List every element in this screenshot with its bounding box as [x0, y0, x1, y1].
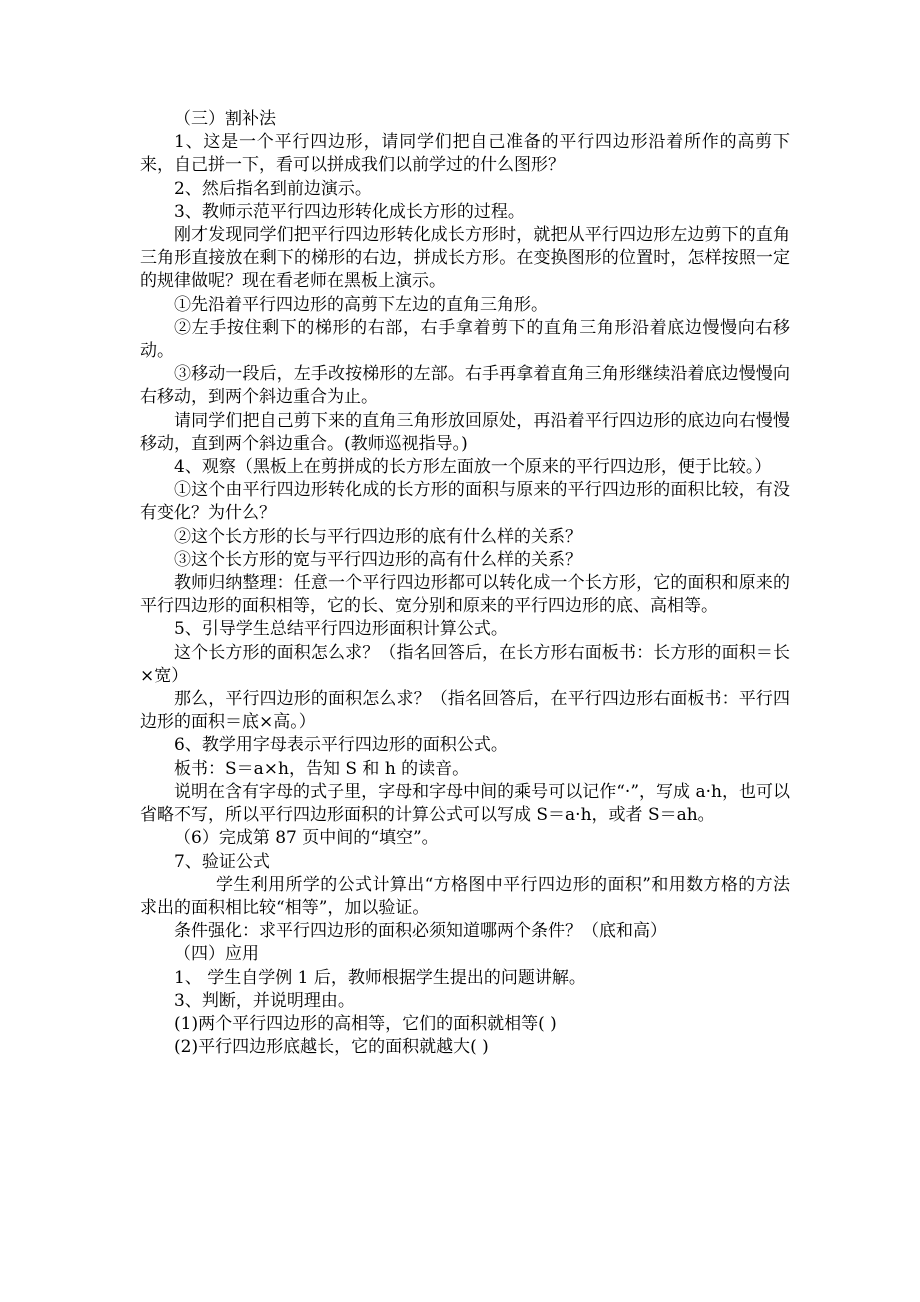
paragraph: ①先沿着平行四边形的高剪下左边的直角三角形。 — [174, 294, 548, 315]
paragraph: 这个长方形的面积怎么求？（指名回答后，在长方形右面板书：长方形的面积＝长×宽） — [140, 642, 790, 686]
paragraph: 刚才发现同学们把平行四边形转化成长方形时，就把从平行四边形左边剪下的直角三角形直接放在剩下的梯形的右边，拼成长方形。在变换图形的位置时，怎样按照一定的规律做呢？现在看老师在黑板上演示。 — [140, 225, 790, 292]
paragraph: 教师归纳整理：任意一个平行四边形都可以转化成一个长方形，它的面积和原来的平行四边形的面积相等，它的长、宽分别和原来的平行四边形的底、高相等。 — [140, 573, 790, 617]
section-heading-application: （四）应用 — [174, 944, 259, 965]
paragraph: 5、引导学生总结平行四边形面积计算公式。 — [174, 619, 508, 640]
paragraph: 3、判断，并说明理由。 — [174, 990, 355, 1011]
paragraph: 7、验证公式 — [174, 851, 270, 872]
paragraph: ②这个长方形的长与平行四边形的底有什么样的关系？ — [174, 526, 582, 547]
paragraph: 请同学们把自己剪下来的直角三角形放回原处，再沿着平行四边形的底边向右慢慢移动，直到两个斜边重合。(教师巡视指导。) — [140, 410, 790, 454]
judgement-item: (2)平行四边形底越长，它的面积就越大( ) — [174, 1037, 489, 1058]
paragraph: 那么，平行四边形的面积怎么求？（指名回答后，在平行四边形右面板书：平行四边形的面积＝底×高。） — [140, 689, 790, 733]
paragraph: 板书：S＝a×h，告知 S 和 h 的读音。 — [174, 758, 470, 779]
paragraph: 学生利用所学的公式计算出“方格图中平行四边形的面积”和用数方格的方法求出的面积相比较“相等”，加以验证。 — [140, 874, 790, 918]
paragraph: ②左手按住剩下的梯形的右部，右手拿着剪下的直角三角形沿着底边慢慢向右移动。 — [140, 317, 790, 362]
paragraph: 条件强化：求平行四边形的面积必须知道哪两个条件？（底和高） — [174, 921, 667, 942]
paragraph: ③这个长方形的宽与平行四边形的高有什么样的关系？ — [174, 549, 582, 570]
document-body — [140, 108, 790, 1059]
paragraph: ①这个由平行四边形转化成的长方形的面积与原来的平行四边形的面积比较，有没有变化？为什么？ — [140, 480, 790, 524]
section-heading-cutting: （三）割补法 — [174, 109, 276, 129]
paragraph: 3、教师示范平行四边形转化成长方形的过程。 — [174, 201, 525, 222]
paragraph: 说明在含有字母的式子里，字母和字母中间的乘号可以记作“·”，写成 a·h，也可以省略不写，所以平行四边形面积的计算公式可以写成 S＝a·h，或者 S＝ah。 — [140, 781, 790, 826]
paragraph: 1、 学生自学例 1 后，教师根据学生提出的问题讲解。 — [174, 967, 586, 988]
paragraph: 2、然后指名到前边演示。 — [174, 178, 372, 199]
paragraph: （6）完成第 87 页中间的“填空”。 — [174, 828, 439, 849]
paragraph: 6、教学用字母表示平行四边形的面积公式。 — [174, 735, 508, 756]
paragraph: ③移动一段后，左手改按梯形的左部。右手再拿着直角三角形继续沿着底边慢慢向右移动，到两个斜边重合为止。 — [140, 364, 790, 408]
paragraph: 4、观察（黑板上在剪拼成的长方形左面放一个原来的平行四边形，便于比较。） — [174, 457, 772, 478]
paragraph: 1、这是一个平行四边形，请同学们把自己准备的平行四边形沿着所作的高剪下来，自己拼一下，看可以拼成我们以前学过的什么图形？ — [140, 132, 790, 176]
judgement-item: (1)两个平行四边形的高相等，它们的面积就相等( ) — [174, 1013, 557, 1034]
